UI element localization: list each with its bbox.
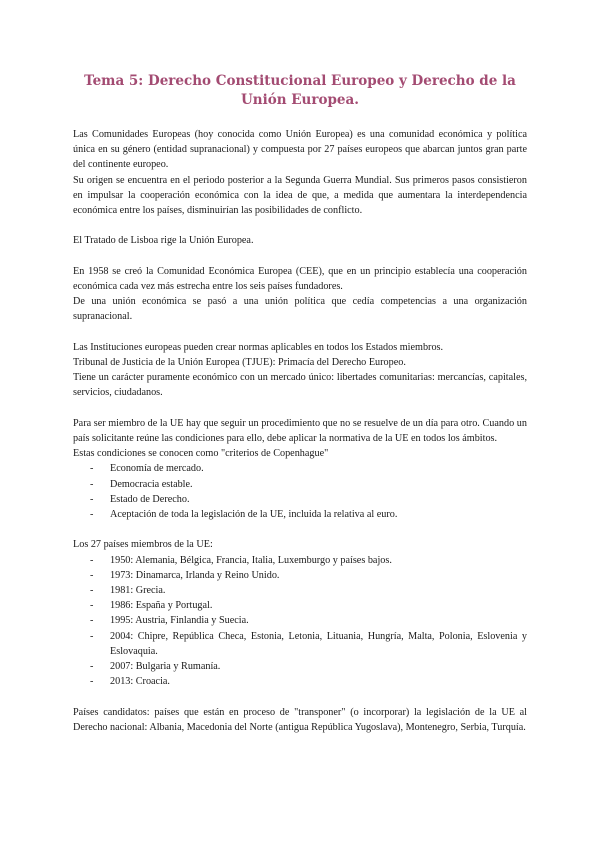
paragraph-cee-1958: En 1958 se creó la Comunidad Económica Europea (CEE), que en un principio establecía una cooperación económica cada vez más estrecha entre los seis países fundadores.	[73, 265, 527, 292]
criteria-list	[73, 461, 527, 522]
paragraph-eu-definition: Las Comunidades Europeas (hoy conocida como Unión Europea) es una comunidad económica y política única en su género (entidad supranacional) y compuesta por 27 países europeos que abarcan juntos gran parte del continente europeo.	[73, 129, 527, 171]
paragraph-lisbon-treaty: El Tratado de Lisboa rige la Unión Europea.	[73, 235, 254, 247]
list-item: - 2013: Croacia.	[73, 674, 527, 689]
bullet-dash: -	[90, 554, 94, 566]
bullet-dash: -	[90, 585, 94, 597]
bullet-dash: -	[90, 493, 94, 505]
list-item: - 1986: España y Portugal.	[73, 598, 527, 613]
bullet-dash: -	[90, 569, 94, 581]
list-item: - Economía de mercado.	[73, 461, 527, 476]
paragraph-tjue: Tribunal de Justicia de la Unión Europea (TJUE): Primacía del Derecho Europeo.	[73, 357, 406, 368]
bullet-dash: -	[90, 630, 94, 642]
paragraph-eu-origin: Su origen se encuentra en el periodo posterior a la Segunda Guerra Mundial. Sus primeros pasos consistieron en impulsar la cooperación económica con la idea de que, a medida que aumentara la interdependencia económica entre los países, disminuirían las posibilidades de conflicto.	[73, 174, 527, 217]
bullet-dash: -	[90, 463, 94, 475]
paragraph-copenhagen-criteria: Estas condiciones se conocen como "criterios de Copenhague"	[73, 448, 329, 460]
paragraph-institutions: Las Instituciones europeas pueden crear normas aplicables en todos los Estados miembros.	[73, 341, 444, 353]
list-item: - Estado de Derecho.	[73, 492, 527, 507]
bullet-dash: -	[90, 600, 94, 612]
paragraph-member-states-heading: Los 27 países miembros de la UE:	[73, 539, 213, 551]
list-item: - Aceptación de toda la legislación de la UE, incluida la relativa al euro.	[73, 507, 527, 522]
list-item: - 1973: Dinamarca, Irlanda y Reino Unido.	[73, 568, 527, 583]
paragraph-candidate-countries: Países candidatos: países que están en proceso de "transponer" (o incorporar) la legislación de la UE al Derecho nacional: Albania, Macedonia del Norte (antigua República Yugoslava), Montenegro, Serbia, Turquía.	[73, 706, 527, 733]
bullet-dash: -	[90, 661, 94, 673]
list-item: - 1950: Alemania, Bélgica, Francia, Italia, Luxemburgo y países bajos.	[73, 553, 527, 568]
document-title: Tema 5: Derecho Constitucional Europeo y Derecho de la Unión Europea.	[84, 73, 516, 108]
members-list	[73, 553, 527, 690]
paragraph-single-market: Tiene un carácter puramente económico con un mercado único: libertades comunitarias: mercancías, capitales, servicios, ciudadanos.	[73, 372, 527, 399]
bullet-dash: -	[90, 676, 94, 688]
list-item: - 1995: Austria, Finlandia y Suecia.	[73, 613, 527, 628]
bullet-dash: -	[90, 509, 94, 521]
document-body	[73, 127, 527, 735]
list-item: - 1981: Grecia.	[73, 583, 527, 598]
list-item: - Democracia estable.	[73, 477, 527, 492]
bullet-dash: -	[90, 478, 94, 490]
paragraph-political-union: De una unión económica se pasó a una unión política que cedía competencias a una organización supranacional.	[73, 296, 527, 323]
list-item: - 2007: Bulgaria y Rumanía.	[73, 659, 527, 674]
list-item: - 2004: Chipre, República Checa, Estonia, Letonia, Lituania, Hungría, Malta, Polonia, Eslovenia y Eslovaquia.	[90, 630, 527, 657]
bullet-dash: -	[90, 615, 94, 627]
paragraph-membership-procedure: Para ser miembro de la UE hay que seguir un procedimiento que no se resuelve de un día para otro. Cuando un país solicitante reúne las condiciones para ello, debe aplicar la normativa de la UE en todos los ámbitos.	[73, 417, 527, 444]
